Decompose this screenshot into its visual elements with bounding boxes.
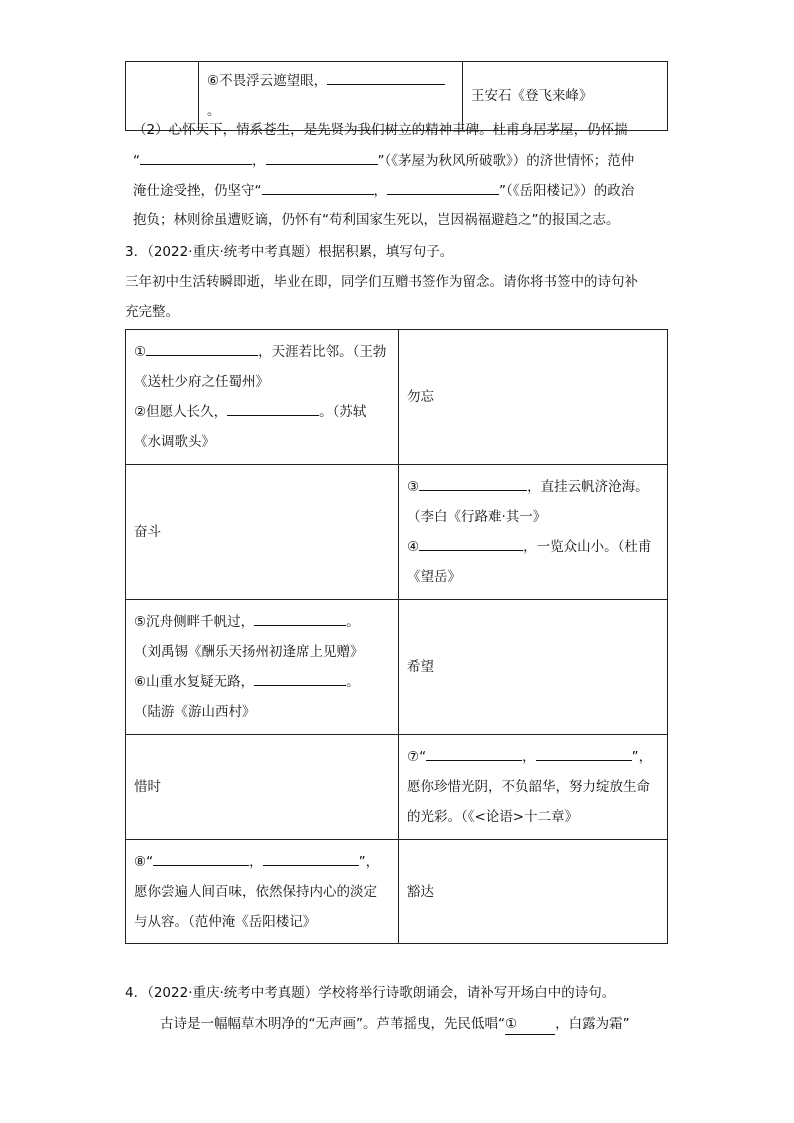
- top-poem-end: 。: [207, 103, 221, 119]
- answer-blank[interactable]: [327, 70, 445, 85]
- q3-intro-line2: 充完整。: [125, 304, 179, 320]
- top-poem-text: ⑥不畏浮云遮望眼，: [207, 73, 328, 89]
- part2-line2: “ ， ”（《茅屋为秋风所破歌》）的济世情怀；范仲: [133, 150, 634, 171]
- answer-blank[interactable]: [254, 671, 346, 686]
- table-row: [126, 330, 668, 465]
- theme-label: 勿忘: [407, 389, 434, 405]
- poem-cell: ⑦“ ， ”， 愿你珍惜光阴，不负韶华，努力绽放生命 的光彩。（《<论语>十二章》: [399, 735, 668, 840]
- part2-line1: （2）心怀天下，情系苍生，是先贤为我们树立的精神丰碑。杜甫身居茅屋，仍怀揣: [133, 122, 628, 138]
- theme-label: 豁达: [407, 883, 434, 900]
- answer-blank[interactable]: [140, 150, 252, 165]
- theme-label: 惜时: [134, 779, 161, 795]
- poem-cell: ① ，天涯若比邻。（王勃 《送杜少府之任蜀州》 ②但愿人长久， 。（苏轼 《水调歌头》: [126, 330, 399, 465]
- q3-header: 3．（2022·重庆·统考中考真题）根据积累，填写句子。: [125, 244, 454, 260]
- answer-blank[interactable]: [227, 401, 319, 416]
- answer-blank[interactable]: [263, 851, 359, 866]
- answer-blank[interactable]: [266, 150, 378, 165]
- poem-cell: ③ ，直挂云帆济沧海。 （李白《行路难·其一》 ④ ，一览众山小。（杜甫 《望岳》: [399, 465, 668, 600]
- theme-cell: [399, 840, 668, 944]
- bookmark-table: [125, 329, 668, 944]
- answer-blank[interactable]: [419, 536, 523, 551]
- q4-line: 古诗是一幅幅草木明净的“无声画”。芦苇摇曳，先民低唱“① ，白露为霜”: [160, 1014, 630, 1035]
- part2-line4: 抱负；林则徐虽遭贬谪，仍怀有“苟利国家生死以，岂因祸福避趋之”的报国之志。: [133, 212, 620, 228]
- q3-intro-line1: 三年初中生活转瞬即逝，毕业在即，同学们互赠书签作为留念。请你将书签中的诗句补: [125, 274, 638, 290]
- table-row: [126, 735, 668, 840]
- table-row: [126, 840, 668, 944]
- theme-label: 希望: [407, 659, 434, 675]
- theme-cell: [399, 600, 668, 735]
- part2-line3: 淹仕途受挫，仍坚守“ ， ”（《岳阳楼记》）的政治: [133, 180, 634, 201]
- poem-cell: ⑤沉舟侧畔千帆过， 。 （刘禹锡《酬乐天扬州初逢席上见赠》 ⑥山重水复疑无路， 。 （陆游《游山西村》: [126, 600, 399, 735]
- top-source-text: 王安石《登飞来峰》: [471, 88, 593, 104]
- answer-blank[interactable]: [419, 476, 527, 491]
- answer-blank[interactable]: [153, 851, 249, 866]
- table-row: [126, 465, 668, 600]
- answer-blank[interactable]: [426, 746, 522, 761]
- answer-blank[interactable]: ①: [505, 1014, 555, 1035]
- q4-header: 4．（2022·重庆·统考中考真题）学校将举行诗歌朗诵会，请补写开场白中的诗句。: [125, 985, 616, 1001]
- answer-blank[interactable]: [262, 180, 374, 195]
- theme-cell: [126, 465, 399, 600]
- poem-cell: ⑧“ ， ”， 愿你尝遍人间百味，依然保持内心的淡定 与从容。（范仲淹《岳阳楼记》: [126, 840, 399, 944]
- answer-blank[interactable]: [254, 611, 346, 626]
- theme-label: 奋斗: [134, 524, 161, 540]
- theme-cell: [126, 735, 399, 840]
- theme-cell: [399, 330, 668, 465]
- answer-blank[interactable]: [536, 746, 632, 761]
- table-row: [126, 600, 668, 735]
- answer-blank[interactable]: [146, 341, 258, 356]
- answer-blank[interactable]: [387, 180, 499, 195]
